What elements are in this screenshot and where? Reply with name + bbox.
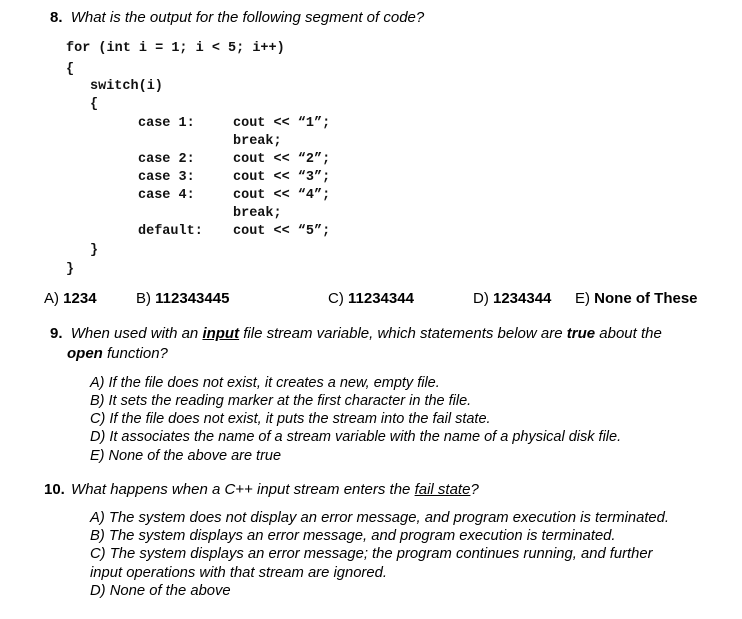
question-9-title-line-2 bbox=[67, 345, 168, 362]
answer-b-letter: B) bbox=[136, 290, 151, 307]
question-9-text-4: function? bbox=[102, 345, 168, 362]
question-8-number: 8. bbox=[50, 9, 63, 26]
question-10-text-2: ? bbox=[470, 481, 479, 498]
question-10-option-c-cont: input operations with that stream are ignored. bbox=[90, 565, 387, 581]
question-10-option-b: B) The system displays an error message, and program execution is terminated. bbox=[90, 528, 616, 544]
answer-a-value: 1234 bbox=[63, 290, 97, 307]
answer-d-value: 1234344 bbox=[493, 290, 552, 307]
question-9-number: 9. bbox=[50, 325, 63, 342]
answer-b-value: 112343445 bbox=[155, 290, 230, 307]
code-case-4-stmt: cout << “4”; bbox=[233, 188, 331, 203]
code-case-1: case 1: bbox=[138, 116, 195, 131]
question-10-option-c: C) The system displays an error message; the program continues running, and further bbox=[90, 546, 653, 562]
code-switch-close: } bbox=[90, 243, 99, 258]
question-9-keyword-input: input bbox=[202, 325, 240, 342]
question-9-option-b: B) It sets the reading marker at the first character in the file. bbox=[90, 393, 472, 409]
answer-e-letter: E) bbox=[575, 290, 590, 307]
code-close-brace: } bbox=[66, 262, 75, 277]
code-default-label: default: bbox=[138, 224, 203, 239]
code-switch-open: { bbox=[90, 97, 99, 112]
question-9-option-a: A) If the file does not exist, it creates a new, empty file. bbox=[90, 375, 440, 391]
question-9-option-d: D) It associates the name of a stream variable with the name of a physical disk file. bbox=[90, 429, 622, 445]
question-9-text-3: about the bbox=[595, 325, 662, 342]
question-10-text-1: What happens when a C++ input stream enters the bbox=[71, 481, 415, 498]
code-case-1-stmt: cout << “1”; bbox=[233, 116, 331, 131]
code-switch-line: switch(i) bbox=[90, 79, 163, 94]
question-9-text-2: file stream variable, which statements below are bbox=[239, 325, 567, 342]
question-10-title bbox=[44, 481, 479, 498]
answer-c bbox=[328, 290, 414, 307]
code-case-4: case 4: bbox=[138, 188, 195, 203]
answer-a-letter: A) bbox=[44, 290, 59, 307]
question-9-title bbox=[50, 325, 662, 342]
question-10-option-a: A) The system does not display an error message, and program execution is terminated. bbox=[90, 510, 670, 526]
answer-c-value: 11234344 bbox=[348, 290, 414, 307]
question-9-option-c: C) If the file does not exist, it puts the stream into the fail state. bbox=[90, 411, 491, 427]
question-10-number: 10. bbox=[44, 481, 65, 498]
question-10-keyword-fail: fail state bbox=[414, 481, 471, 498]
answer-c-letter: C) bbox=[328, 290, 344, 307]
code-default-stmt: cout << “5”; bbox=[233, 224, 331, 239]
code-case-2: case 2: bbox=[138, 152, 195, 167]
code-open-brace: { bbox=[66, 62, 75, 77]
answer-d-letter: D) bbox=[473, 290, 489, 307]
question-8-title bbox=[50, 9, 424, 26]
question-9-text-1: When used with an bbox=[70, 325, 203, 342]
code-case-3-stmt: cout << “3”; bbox=[233, 170, 331, 185]
question-10-option-d: D) None of the above bbox=[90, 583, 231, 599]
code-case-3: case 3: bbox=[138, 170, 195, 185]
answer-e bbox=[575, 290, 698, 307]
question-9-option-e: E) None of the above are true bbox=[90, 448, 282, 464]
answer-a bbox=[44, 290, 97, 307]
code-case-2-stmt: cout << “2”; bbox=[233, 152, 331, 167]
code-break-1: break; bbox=[233, 134, 282, 149]
code-for-line: for (int i = 1; i < 5; i++) bbox=[66, 41, 285, 56]
answer-e-value: None of These bbox=[594, 290, 698, 307]
question-9-keyword-true: true bbox=[566, 325, 596, 342]
answer-d bbox=[473, 290, 551, 307]
code-break-2: break; bbox=[233, 206, 282, 221]
answer-b bbox=[136, 290, 229, 307]
question-8-text: What is the output for the following segment of code? bbox=[70, 9, 425, 26]
question-9-keyword-open: open bbox=[67, 345, 103, 362]
